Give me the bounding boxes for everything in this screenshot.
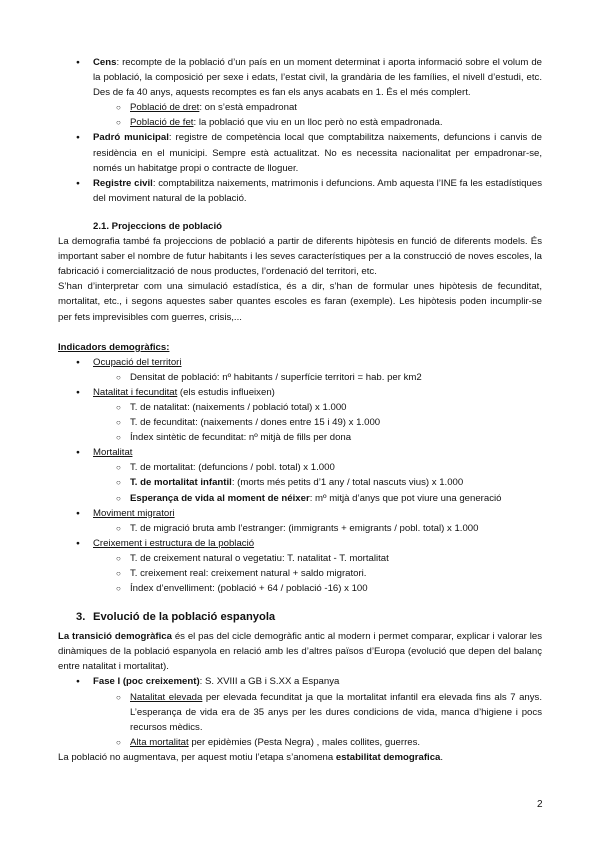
page-number: 2 (537, 799, 543, 810)
list-subitem: ○ Població de fet: la població que viu en un lloc però no està empadronada. (58, 115, 542, 130)
list-subitem: ○ Densitat de població: nº habitants / superfície territori = hab. per km2 (58, 370, 542, 385)
paragraph: La transició demogràfica és el pas del cicle demogràfic antic al modern i permet comparar, explicar i valorar les dinàmiques de la població espanyola en relació amb les d’altres països d’Europa (evolució que depen del balanç entre natalitat i mortalitat). (58, 631, 543, 673)
list-subitem: ○ T. de creixement natural o vegetatiu: T. natalitat - T. mortalitat (58, 551, 542, 566)
list-subitem: ○ Índex sintètic de fecunditat: nº mitjà de fills per dona (58, 430, 542, 445)
list-item-padro: ● Padró municipal: registre de competència local que comptabilitza naixements, defuncions i canvis de residència en el municipi. Sempre està actualitzat. No es necessita nacionalitat per empadronar-se, només un habitatge propi o contracte de lloguer. (58, 130, 542, 175)
list-subitem: ○ Alta mortalitat per epidèmies (Pesta Negra) , males collites, guerres. (58, 735, 542, 750)
term-cens: Cens (93, 57, 117, 68)
section-heading-evolucio: 3. Evolució de la població espanyola (76, 611, 276, 624)
list-item-cens: ● Cens: recompte de la població d’un país en un moment determinat i aporta informació sobre el volum de la població, la composició per sexe i edats, l’estat civil, la grandària de les famílies, el nivell d’estudi, etc. Des de fa 40 anys, aquests recomptes es fan els anys acabats en 1. És el més complert. (58, 55, 542, 100)
paragraph: S’han d’interpretar com una simulació estadística, és a dir, s’han de formular unes hipòtesis de fecunditat, mortalitat, etc., i segons aquestes saber quantes escoles es faran (exemple). Les hipòtesis poden incumplir-se per fets imprevisibles com guerres, crisis,... (58, 281, 542, 323)
paragraph: La població no augmentava, per aquest motiu l’etapa s’anomena estabilitat demografica. (58, 751, 444, 763)
list-subitem: ○ Natalitat elevada per elevada fecunditat ja que la mortalitat infantil era elevada fins als 7 anys. L’esperança de vida era de 35 anys per les dures condicions de vida, manca d’higiene i pocs recursos mèdics. (58, 690, 542, 735)
list-subitem: ○ T. de mortalitat infantil: (morts més petits d’1 any / total nascuts vius) x 1.000 (58, 475, 542, 490)
list-item: ● Mortalitat (58, 445, 542, 460)
section-heading-projeccions: 2.1. Projeccions de població (93, 220, 223, 232)
indicadors-title: Indicadors demogràfics: (58, 341, 170, 353)
list-item: ● Moviment migratori (58, 506, 542, 521)
list-item: ● Fase I (poc creixement): S. XVIII a GB i S.XX a Espanya (58, 674, 542, 689)
list-item: ● Natalitat i fecunditat (els estudis influeixen) (58, 385, 542, 400)
list-subitem: ○ T. de mortalitat: (defuncions / pobl. total) x 1.000 (58, 460, 542, 475)
list-subitem: ○ T. de natalitat: (naixements / població total) x 1.000 (58, 400, 542, 415)
list-subitem: ○ T. de fecunditat: (naixements / dones entre 15 i 49) x 1.000 (58, 415, 542, 430)
list-item: ● Creixement i estructura de la població (58, 536, 542, 551)
list-subitem: ○ Índex d’envelliment: (població + 64 / població -16) x 100 (58, 581, 542, 596)
paragraph: La demografia també fa projeccions de població a partir de diferents hipòtesis en funció de diferents models. És important saber el nombre de futur habitants i les seves característiques per a la construcció de noves escoles, la fabricació i comercialització de nous productes, l’ordenació del territori, etc. (58, 236, 542, 278)
list-subitem: ○ T. de migració bruta amb l’estranger: (immigrants + emigrants / pobl. total) x 1.000 (58, 521, 542, 536)
list-item-registre: ● Registre civil: comptabilitza naixements, matrimonis i defuncions. Amb aquesta l’INE fa les estadístiques del moviment natural de la població. (58, 176, 542, 206)
list-subitem: ○ Esperança de vida al moment de néixer: mº mitjà d’anys que pot viure una generació (58, 491, 542, 506)
list-item: ● Ocupació del territori (58, 355, 542, 370)
list-subitem: ○ T. creixement real: creixement natural + saldo migratori. (58, 566, 542, 581)
list-subitem: ○ Població de dret: on s’està empadronat (58, 100, 542, 115)
